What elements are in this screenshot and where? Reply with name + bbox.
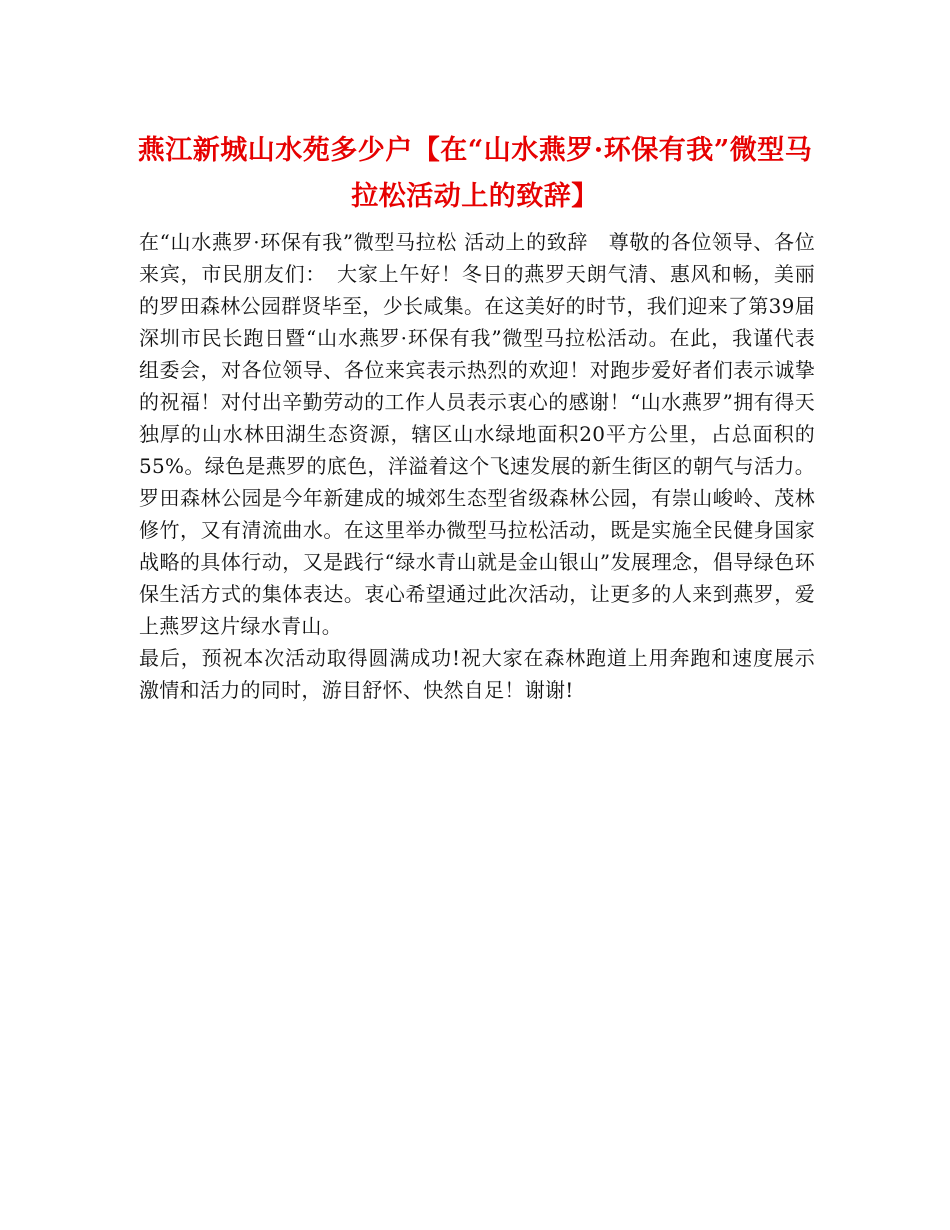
document-body <box>139 226 815 706</box>
body-paragraph: 最后，预祝本次活动取得圆满成功!祝大家在森林跑道上用奔跑和速度展示激情和活力的同时，游目舒怀、快然自足！谢谢! <box>139 646 815 702</box>
document-title: 燕江新城山水苑多少户【在“山水燕罗·环保有我”微型马拉松活动上的致辞】 <box>137 135 813 212</box>
body-paragraph: 在“山水燕罗·环保有我”微型马拉松 活动上的致辞 尊敬的各位领导、各位来宾，市民朋友们： 大家上午好！冬日的燕罗天朗气清、惠风和畅，美丽的罗田森林公园群贤毕至，少长咸集。在这美好的时节，我们迎来了第39届深圳市民长跑日暨“山水燕罗·环保有我”微型马拉松活动。在此，我谨代表组委会，对各位领导、各位来宾表示热烈的欢迎！对跑步爱好者们表示诚挚的祝福！对付出辛勤劳动的工作人员表示衷心的感谢！“山水燕罗”拥有得天独厚的山水林田湖生态资源，辖区山水绿地面积20平方公里，占总面积的55%。绿色是燕罗的底色，洋溢着这个飞速发展的新生街区的朝气与活力。罗田森林公园是今年新建成的城郊生态型省级森林公园，有崇山峻岭、茂林修竹，又有清流曲水。在这里举办微型马拉松活动，既是实施全民健身国家战略的具体行动，又是践行“绿水青山就是金山银山”发展理念，倡导绿色环保生活方式的集体表达。衷心希望通过此次活动，让更多的人来到燕罗，爱上燕罗这片绿水青山。 <box>139 230 815 638</box>
